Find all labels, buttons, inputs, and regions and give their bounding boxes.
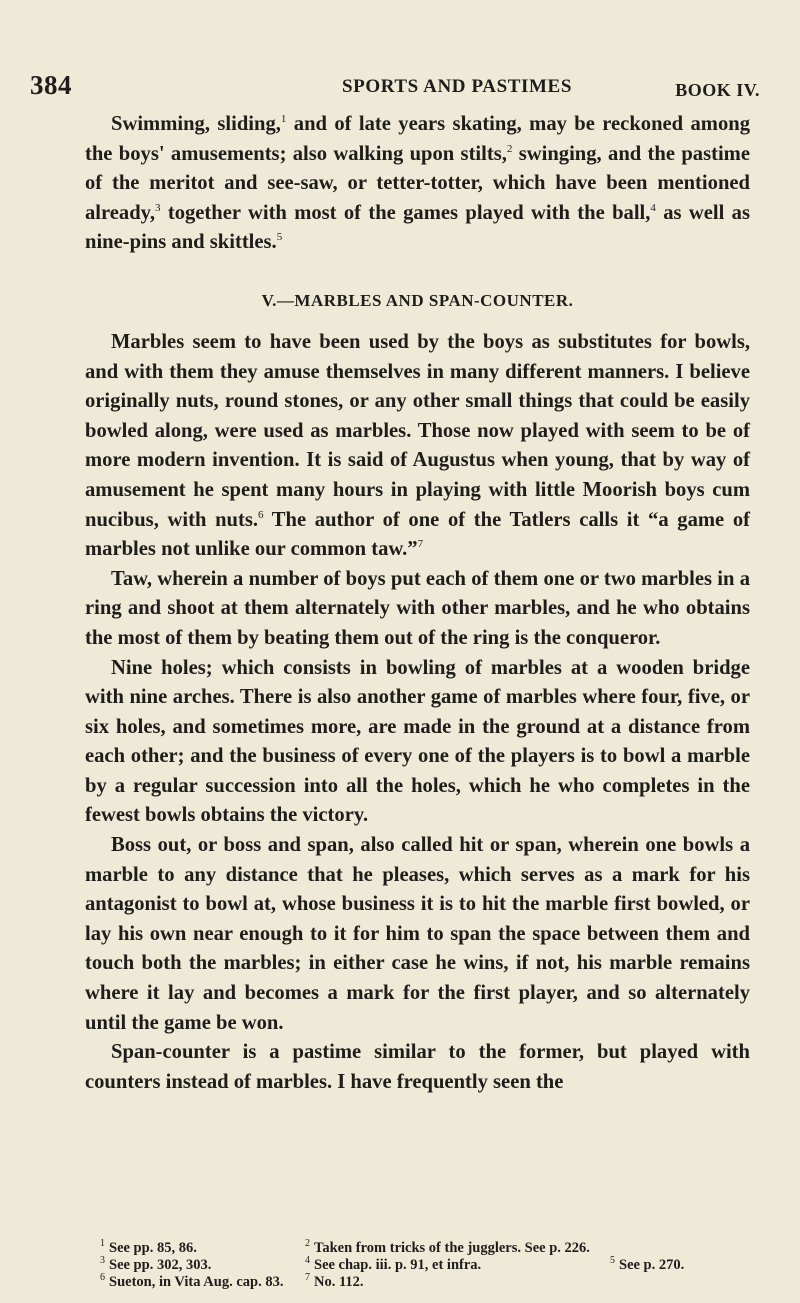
footnote-row: [100, 1240, 760, 1257]
running-head: [30, 70, 760, 100]
footnotes: [100, 1240, 760, 1291]
nine-holes-paragraph: Nine holes; which consists in bowling of marbles at a wooden bridge with nine arches. There is also another game of marbles where four, five, or six holes, and sometimes more, are made in the ground at a distance from each other; and the business of every one of the players is to bowl a marble by a regular succession into all the holes, which he who completes in the fewest bowls obtains the victory.: [85, 656, 750, 827]
footnote-row: [100, 1274, 760, 1291]
footnote-4: $^4$ See chap. iii. p. 91, et infra.: [305, 1255, 482, 1273]
footnote-1: $^1$ See pp. 85, 86.: [100, 1238, 197, 1256]
marbles-paragraph: Marbles seem to have been used by the boys as substitutes for bowls, and with them they amuse themselves in many different manners. I believe originally nuts, round stones, or any other small things that could be easily bowled along, were used as marbles. Those now played with seem to be of more modern invention. It is said of Augustus when young, that by way of amusement he spent many hours in playing with little Moorish boys cum nucibus, with nuts.$^6$ The author of one of the Tatlers calls it “a game of marbles not unlike our common taw.”$^7$: [85, 330, 751, 561]
footnote-ref: 5: [276, 231, 283, 244]
footnote-6: $^6$ Sueton, in Vita Aug. cap. 83.: [100, 1272, 284, 1290]
footnote-ref: 2: [506, 142, 513, 155]
boss-out-paragraph: Boss out, or boss and span, also called hit or span, wherein one bowls a marble to any distance that he pleases, which serves as a mark for his antagonist to bowl at, whose business it is to hit the marble first bowled, or lay his own near enough to it for him to span the space between them and touch both the marbles; in either case he wins, if not, his marble remains where it lay and becomes a mark for the first player, and so alternately until the game be won.: [85, 834, 750, 1034]
footnote-ref: 1: [280, 113, 287, 126]
footnote-row: [100, 1257, 760, 1274]
footnote-3: $^3$ See pp. 302, 303.: [100, 1255, 212, 1273]
footnote-5: $^5$ See p. 270.: [610, 1255, 685, 1273]
span-counter-paragraph: Span-counter is a pastime similar to the former, but played with counters instead of marbles. I have frequently seen the: [85, 1041, 750, 1093]
footnote-ref: 4: [650, 201, 656, 214]
footnote-ref: 6: [258, 508, 264, 521]
intro-paragraph: Swimming, sliding,$^1$ and of late years skating, may be reckoned among the boys' amusements; also walking upon stilts,$^2$ swinging, and the pastime of the meritot and see-saw, or tetter-totter, which have been mentioned already,$^3$ together with most of the games played with the ball,$^4$ as well as nine-pins and skittles.$^5$: [85, 113, 751, 254]
footnote-ref: 7: [417, 538, 424, 551]
page-number: 384: [30, 70, 72, 100]
body-text: [85, 110, 750, 1097]
book-number: BOOK IV.: [675, 80, 760, 100]
running-title: SPORTS AND PASTIMES: [342, 76, 572, 97]
taw-paragraph: Taw, wherein a number of boys put each of them one or two marbles in a ring and shoot at them alternately with other marbles, and he who obtains the most of them by beating them out of the ring is the conqueror.: [85, 567, 750, 649]
footnote-7: $^7$ No. 112.: [305, 1272, 364, 1290]
footnote-2: $^2$ Taken from tricks of the jugglers. See p. 226.: [305, 1238, 590, 1256]
footnote-ref: 3: [155, 201, 161, 214]
section-heading: V.—MARBLES AND SPAN-COUNTER.: [261, 290, 574, 310]
